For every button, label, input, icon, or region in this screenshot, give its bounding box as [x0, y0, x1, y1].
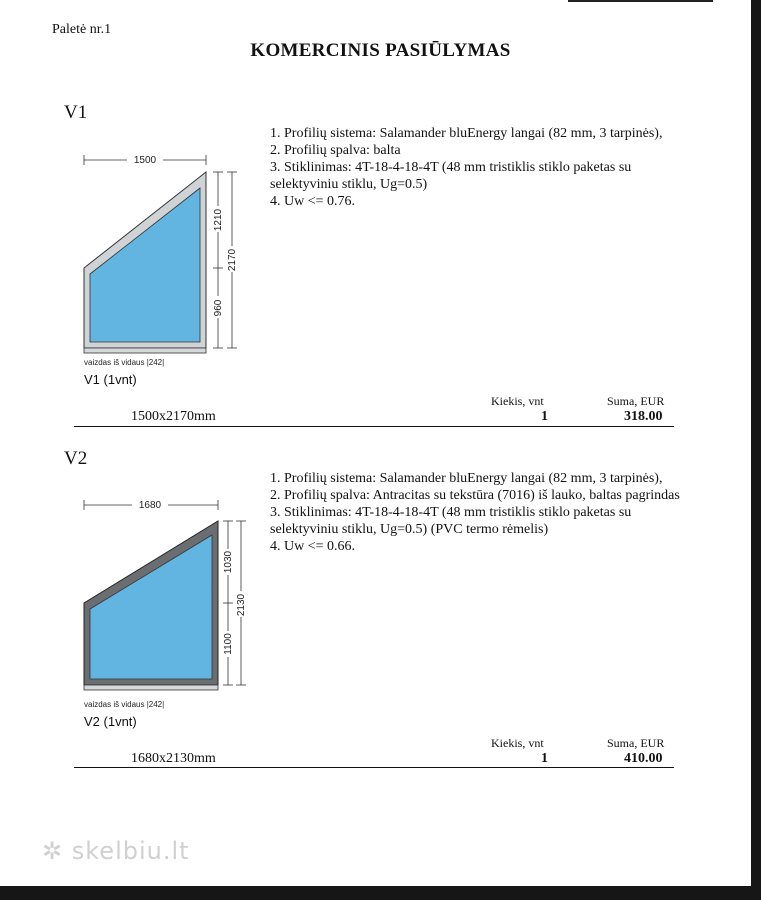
dim-label-width: 1500	[133, 155, 157, 166]
window-sill	[84, 685, 218, 690]
row-divider	[74, 767, 674, 768]
spec-line: 1. Profilių sistema: Salamander bluEnergy langai (82 mm, 3 tarpinės),	[270, 471, 663, 486]
view-note: vaizdas iš vidaus |242|	[84, 700, 165, 709]
page-edge-shadow	[751, 0, 761, 900]
item-sum: 410.00	[624, 751, 663, 766]
dim-label-total: 2170	[227, 248, 238, 272]
watermark-icon: ✲	[42, 837, 64, 865]
item-qty-label: V1 (1vnt)	[84, 372, 137, 387]
item-qty: 1	[541, 409, 548, 424]
row-divider	[74, 426, 674, 427]
spec-line: 2. Profilių spalva: balta	[270, 143, 401, 158]
watermark	[42, 837, 190, 865]
item-qty-label: V2 (1vnt)	[84, 714, 137, 729]
spec-line: 3. Stiklinimas: 4T-18-4-18-4T (48 mm tristiklis stiklo paketas su selektyviniu stiklu, Ug=0.5)	[270, 160, 632, 192]
item-qty: 1	[541, 751, 548, 766]
window-drawing	[80, 150, 250, 380]
item-code: V1	[64, 102, 88, 123]
view-note: vaizdas iš vidaus |242|	[84, 358, 165, 367]
spec-line: 4. Uw <= 0.66.	[270, 539, 356, 554]
bottom-bar	[0, 886, 761, 900]
glass-pane	[90, 188, 200, 342]
item-code: V2	[64, 448, 88, 469]
watermark-text: skelbiu.lt	[71, 837, 190, 865]
sum-header: Suma, EUR	[607, 394, 665, 408]
dim-label-lower: 1100	[223, 633, 234, 655]
window-drawing	[80, 495, 250, 725]
spec-list	[270, 470, 690, 555]
item-size: 1500x2170mm	[131, 409, 216, 424]
sum-header: Suma, EUR	[607, 736, 665, 750]
spec-list	[270, 125, 690, 210]
spec-line: 3. Stiklinimas: 4T-18-4-18-4T (48 mm tristiklis stiklo paketas su selektyviniu stiklu, Ug=0.5) (PVC termo rėmelis)	[270, 505, 632, 537]
spec-line: 4. Uw <= 0.76.	[270, 194, 356, 209]
dim-label-width: 1680	[138, 500, 162, 511]
item-size: 1680x2130mm	[131, 751, 216, 766]
item-sum: 318.00	[624, 409, 663, 424]
dim-label-total: 2130	[236, 593, 247, 617]
dim-label-upper: 1210	[213, 208, 224, 232]
qty-header: Kiekis, vnt	[491, 736, 544, 750]
page-label: Paletė nr.1	[52, 22, 112, 37]
glass-pane	[90, 535, 212, 679]
qty-header: Kiekis, vnt	[491, 394, 544, 408]
spec-line: 1. Profilių sistema: Salamander bluEnergy langai (82 mm, 3 tarpinės),	[270, 126, 663, 141]
dim-label-lower: 960	[213, 299, 224, 317]
spec-line: 2. Profilių spalva: Antracitas su tekstūra (7016) iš lauko, baltas pagrindas	[270, 488, 680, 503]
page-title: KOMERCINIS PASIŪLYMAS	[250, 40, 511, 61]
top-edge-line	[568, 0, 713, 2]
dim-label-upper: 1030	[223, 550, 234, 574]
window-sill	[84, 348, 206, 353]
